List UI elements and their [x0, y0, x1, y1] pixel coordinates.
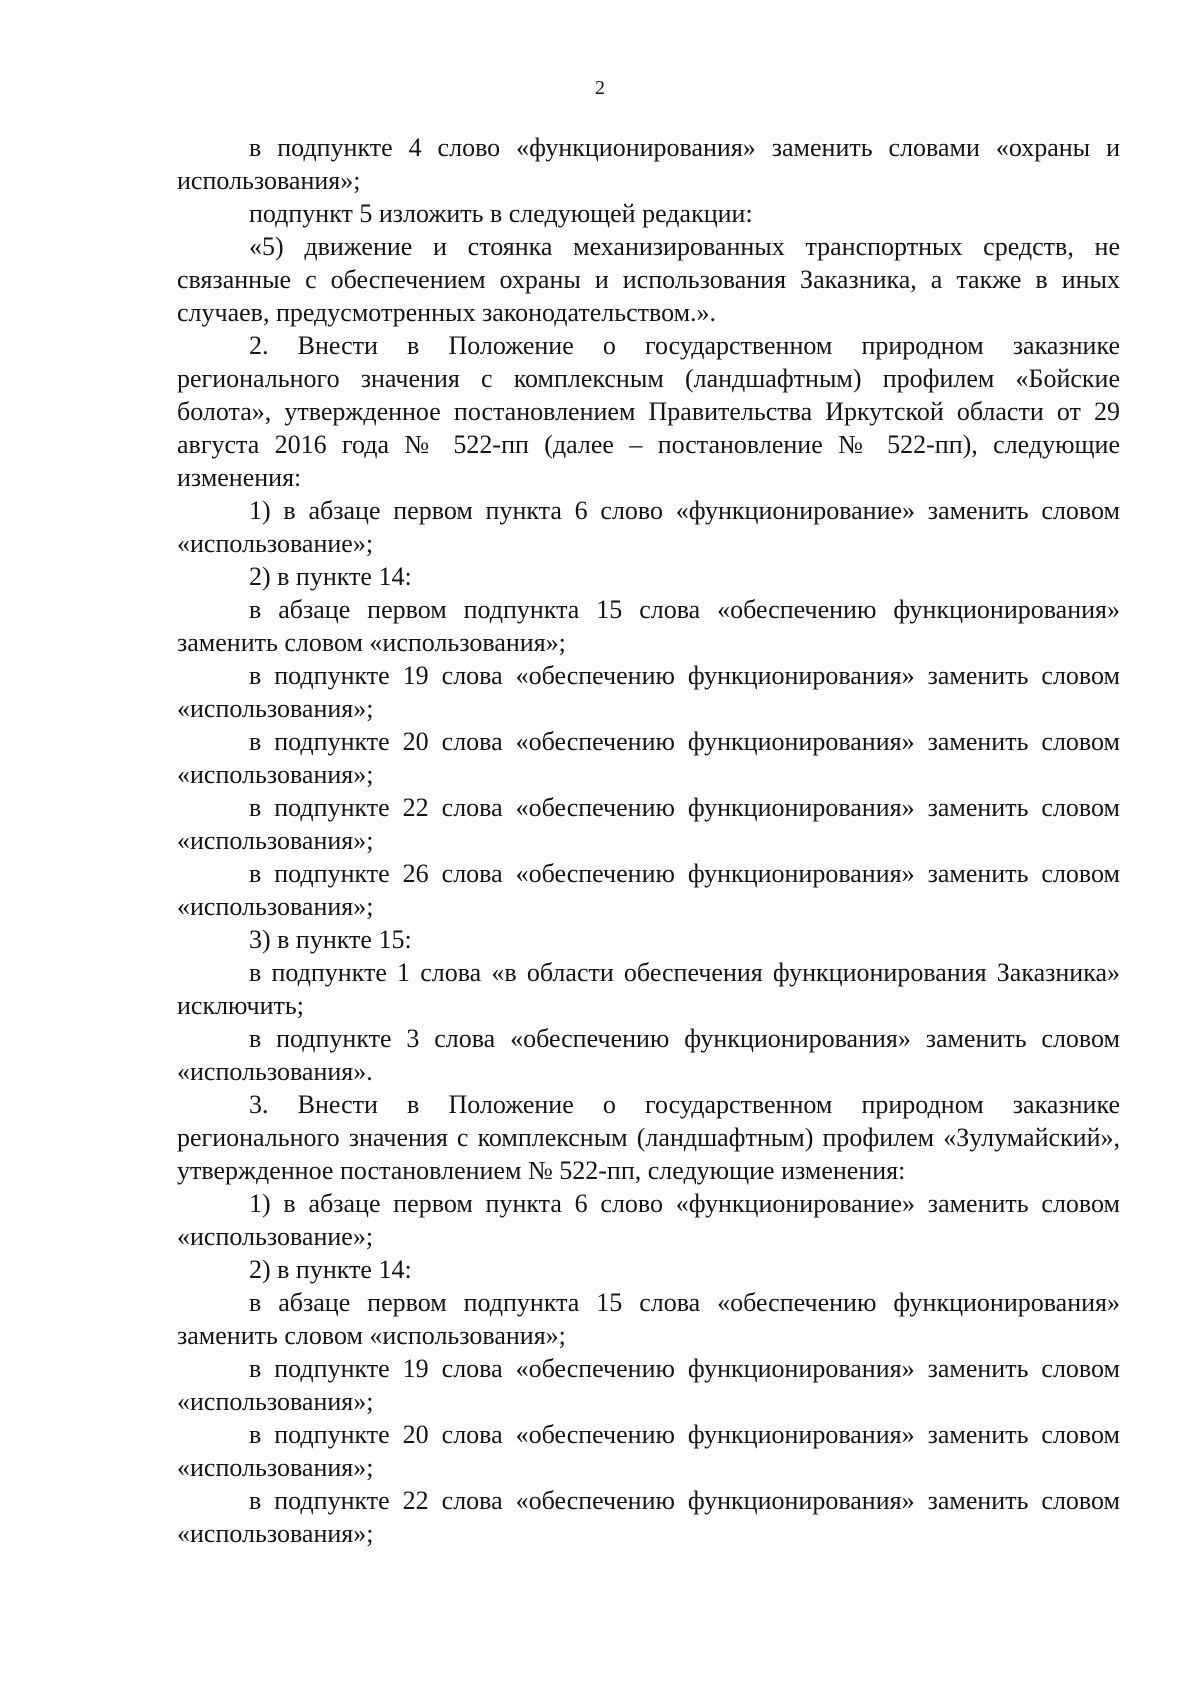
paragraph-item: 2) в пункте 14:: [249, 562, 412, 591]
document-body: [177, 131, 1120, 1550]
paragraph-item: 2) в пункте 14:: [249, 1255, 412, 1284]
paragraph-section-3: 3. Внести в Положение о государственном природном заказнике регионального значения с комплексным (ландшафтным) профилем «Зулумайский», утвержденное постановлением № 522-пп, следующие изменения:: [177, 1090, 1120, 1185]
paragraph-item: 1) в абзаце первом пункта 6 слово «функционирование» заменить словом «использование»;: [177, 496, 1120, 558]
paragraph-subitem-5-intro: подпункт 5 изложить в следующей редакции:: [249, 199, 753, 228]
paragraph-item: в абзаце первом подпункта 15 слова «обеспечению функционирования» заменить словом «использования»;: [177, 595, 1120, 657]
paragraph-section-2: 2. Внести в Положение о государственном природном заказнике регионального значения с комплексным (ландшафтным) профилем «Бойские болота», утвержденное постановлением Правительства Иркутской области от 29 августа 2016 года № 522-пп (далее – постановление № 522-пп), следующие изменения:: [177, 331, 1120, 492]
paragraph-item: 1) в абзаце первом пункта 6 слово «функционирование» заменить словом «использование»;: [177, 1189, 1120, 1251]
paragraph-subitem-5-text: «5) движение и стоянка механизированных транспортных средств, не связанные с обеспечением охраны и использования Заказника, а также в иных случаев, предусмотренных законодательством.».: [177, 232, 1120, 327]
paragraph-item: в подпункте 19 слова «обеспечению функционирования» заменить словом «использования»;: [177, 1354, 1120, 1416]
paragraph-subitem-4-replacement: в подпункте 4 слово «функционирования» заменить словами «охраны и использования»;: [177, 133, 1120, 195]
paragraph-item: в подпункте 22 слова «обеспечению функционирования» заменить словом «использования»;: [177, 1486, 1120, 1548]
paragraph-item: в подпункте 26 слова «обеспечению функционирования» заменить словом «использования»;: [177, 859, 1120, 921]
paragraph-item: в подпункте 1 слова «в области обеспечения функционирования Заказника» исключить;: [177, 958, 1120, 1020]
paragraph-item: 3) в пункте 15:: [249, 925, 412, 954]
paragraph-item: в подпункте 19 слова «обеспечению функционирования» заменить словом «использования»;: [177, 661, 1120, 723]
paragraph-item: в подпункте 20 слова «обеспечению функционирования» заменить словом «использования»;: [177, 727, 1120, 789]
paragraph-item: в подпункте 22 слова «обеспечению функционирования» заменить словом «использования»;: [177, 793, 1120, 855]
paragraph-item: в подпункте 3 слова «обеспечению функционирования» заменить словом «использования».: [177, 1024, 1120, 1086]
paragraph-item: в подпункте 20 слова «обеспечению функционирования» заменить словом «использования»;: [177, 1420, 1120, 1482]
page-number: 2: [595, 77, 605, 99]
paragraph-item: в абзаце первом подпункта 15 слова «обеспечению функционирования» заменить словом «использования»;: [177, 1288, 1120, 1350]
